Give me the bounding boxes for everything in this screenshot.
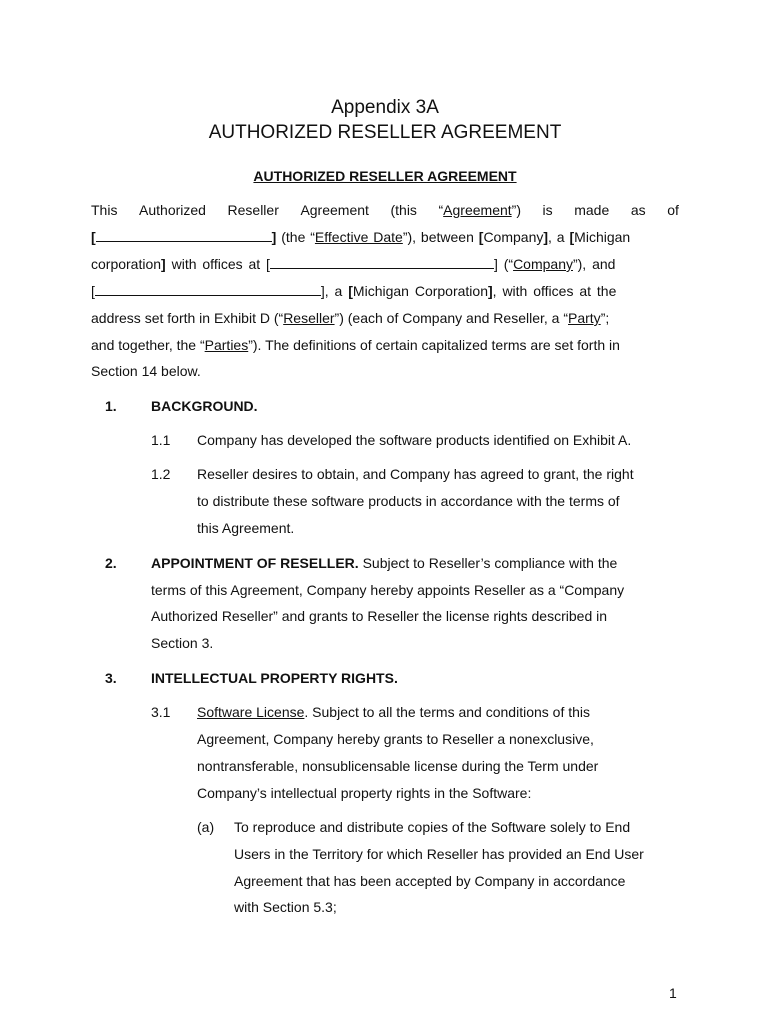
- defined-term-party: Party: [568, 310, 601, 326]
- defined-term-effective-date: Effective Date: [314, 229, 403, 245]
- defined-term-reseller: Reseller: [283, 310, 335, 326]
- section-3-1-number: 3.1: [151, 704, 171, 720]
- reseller-name-blank[interactable]: [95, 283, 321, 296]
- item-a-line-4: with Section 5.3;: [234, 899, 337, 915]
- section-1-heading: BACKGROUND.: [151, 398, 258, 414]
- section-1-2-line-3: this Agreement.: [197, 520, 295, 536]
- intro-line-4: [ ], a [Michigan Corporation], with offices at the: [91, 283, 617, 299]
- intro-line-6: and together, the “Parties”). The definitions of certain capitalized terms are set forth in: [91, 337, 620, 353]
- defined-term-company: Company: [513, 256, 573, 272]
- section-2-line-2: terms of this Agreement, Company hereby appoints Reseller as a “Company: [151, 582, 625, 598]
- section-1-2-line-1: Reseller desires to obtain, and Company has agreed to grant, the right: [197, 466, 634, 482]
- software-license-title: Software License: [197, 704, 305, 720]
- section-1-number: 1.: [105, 398, 117, 414]
- intro-line-2: [ ] (the “Effective Date”), between [Company], a [Michigan: [91, 229, 631, 245]
- section-1-1-text: Company has developed the software products identified on Exhibit A.: [197, 432, 632, 448]
- section-2-line-1: APPOINTMENT OF RESELLER. Subject to Reseller’s compliance with the: [151, 555, 618, 571]
- section-3-1-line-2: Agreement, Company hereby grants to Reseller a nonexclusive,: [197, 731, 594, 747]
- intro-line-1: This Authorized Reseller Agreement (this “Agreement”) is made as of: [91, 202, 679, 218]
- effective-date-blank[interactable]: [96, 229, 272, 242]
- agreement-subtitle: AUTHORIZED RESELLER AGREEMENT: [253, 168, 517, 184]
- section-2-line-3: Authorized Reseller” and grants to Reseller the license rights described in: [151, 608, 608, 624]
- section-1-1-number: 1.1: [151, 432, 171, 448]
- intro-line-3: corporation] with offices at [ ] (“Company”), and: [91, 256, 616, 272]
- intro-line-7: Section 14 below.: [91, 363, 201, 379]
- section-3-1-line-1: Software License. Subject to all the terms and conditions of this: [197, 704, 591, 720]
- section-1-2-line-2: to distribute these software products in accordance with the terms of: [197, 493, 620, 509]
- item-a-line-3: Agreement that has been accepted by Company in accordance: [234, 873, 626, 889]
- section-2-heading: APPOINTMENT OF RESELLER.: [151, 555, 359, 571]
- appendix-title: Appendix 3A: [331, 97, 439, 118]
- item-a-number: (a): [197, 819, 215, 835]
- intro-line-5: address set forth in Exhibit D (“Reseller”) (each of Company and Reseller, a “Party”;: [91, 310, 610, 326]
- section-3-heading: INTELLECTUAL PROPERTY RIGHTS.: [151, 670, 398, 686]
- defined-term-agreement: “Agreement”): [438, 202, 521, 218]
- item-a-line-2: Users in the Territory for which Reseller has provided an End User: [234, 846, 644, 862]
- company-address-blank[interactable]: [270, 256, 494, 269]
- section-2-line-4: Section 3.: [151, 635, 214, 651]
- section-3-1-line-3: nontransferable, nonsublicensable license during the Term under: [197, 758, 599, 774]
- section-3-number: 3.: [105, 670, 117, 686]
- section-1-2-number: 1.2: [151, 466, 171, 482]
- item-a-line-1: To reproduce and distribute copies of the Software solely to End: [234, 819, 631, 835]
- agreement-title: AUTHORIZED RESELLER AGREEMENT: [208, 122, 562, 143]
- section-3-1-line-4: Company’s intellectual property rights in the Software:: [197, 785, 532, 801]
- page-number: 1: [669, 985, 677, 1001]
- section-2-number: 2.: [105, 555, 117, 571]
- defined-term-parties: Parties: [204, 337, 249, 353]
